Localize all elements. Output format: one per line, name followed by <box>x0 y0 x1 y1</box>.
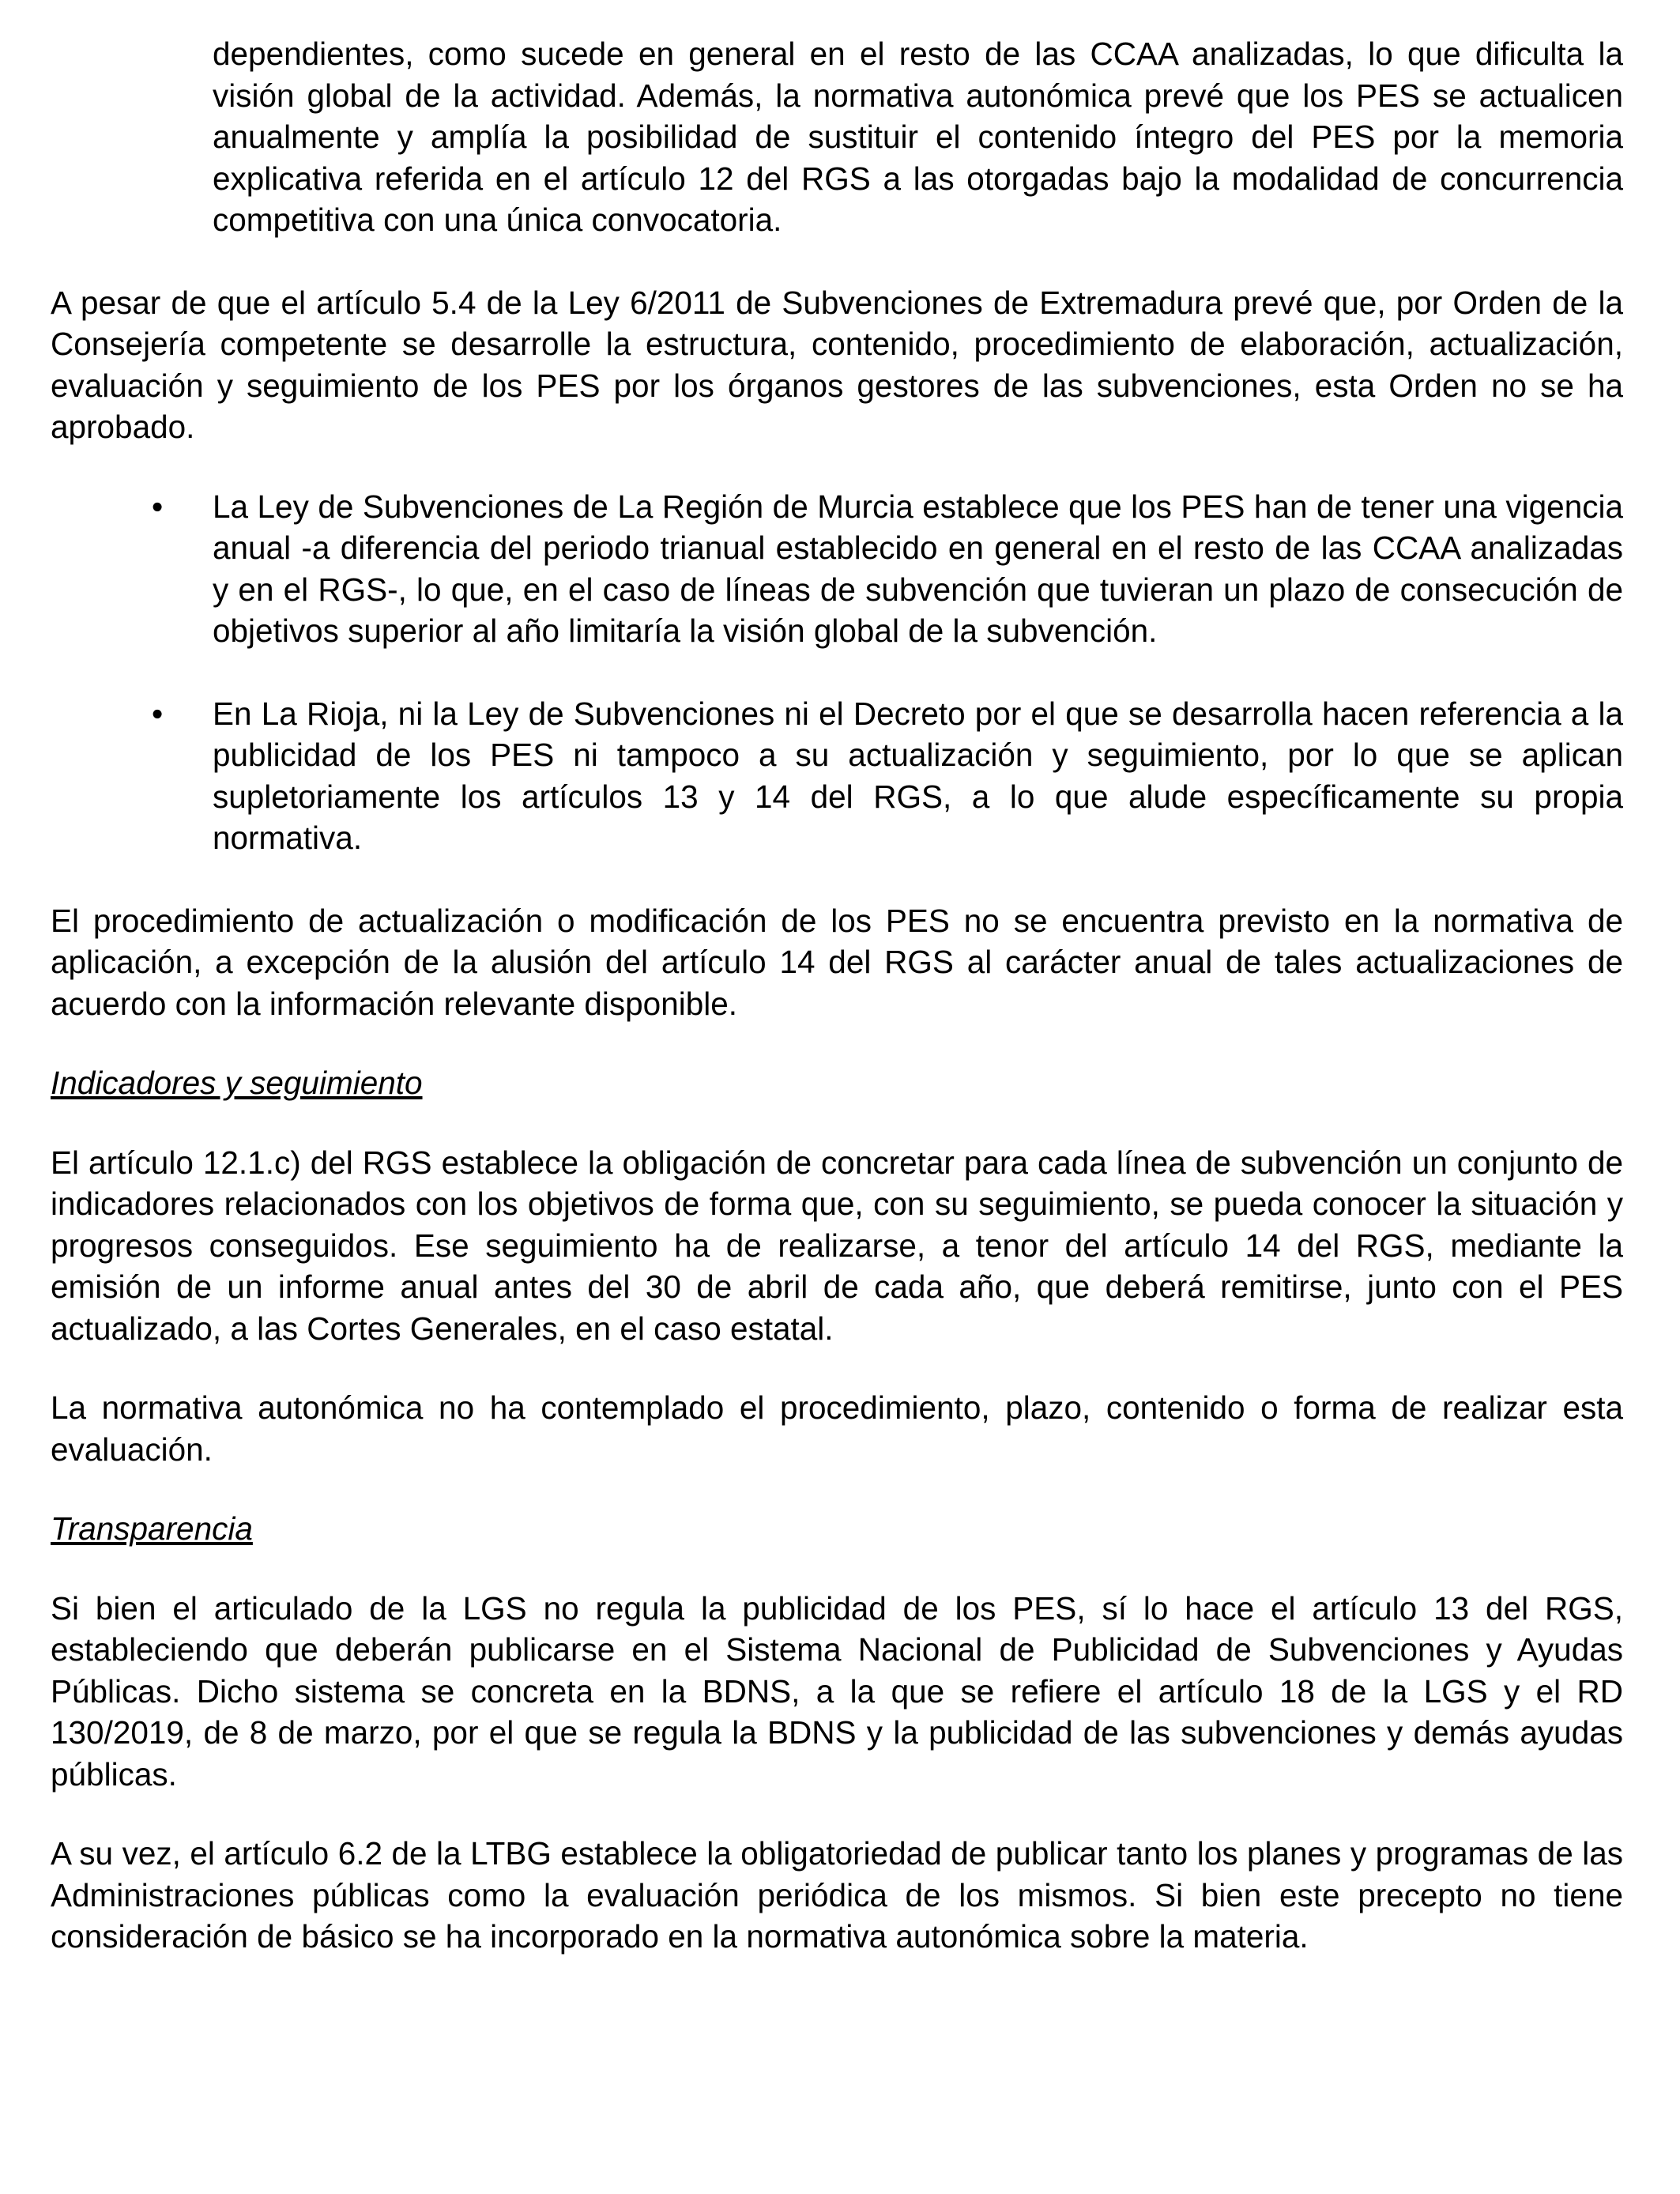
bullet-item-la-rioja <box>51 693 1623 859</box>
paragraph-transparencia: Si bien el articulado de la LGS no regula la publicidad de los PES, sí lo hace el artículo 13 del RGS, estableciendo que deberán publicarse en el Sistema Nacional de Publicidad de Subvenciones y Ayudas Públicas. Dicho sistema se concreta en la BDNS, a la que se refiere el artículo 18 de la LGS y el RD 130/2019, de 8 de marzo, por el que se regula la BDNS y la publicidad de las subvenciones y demás ayudas públicas. <box>51 1589 1623 1793</box>
bullet-icon: • <box>152 695 164 732</box>
bullet-icon: • <box>152 488 164 525</box>
document-page <box>51 33 1623 1996</box>
section-heading-transparencia: Transparencia <box>51 1510 253 1547</box>
bullet-text: En La Rioja, ni la Ley de Subvenciones ni el Decreto por el que se desarrolla hacen referencia a la publicidad de los PES ni tampoco a su actualización y seguimiento, por lo que se aplican supletoriamente los artículos 13 y 14 del RGS, a lo que alude específicamente su propia normativa. <box>213 695 1623 856</box>
paragraph-normativa: La normativa autonómica no ha contemplado el procedimiento, plazo, contenido o forma de realizar esta evaluación. <box>51 1389 1623 1468</box>
section-heading-indicadores: Indicadores y seguimiento <box>51 1065 423 1101</box>
paragraph-indicadores: El artículo 12.1.c) del RGS establece la obligación de concretar para cada línea de subvención un conjunto de indicadores relacionados con los objetivos de forma que, con su seguimiento, se pueda conocer la situación y progresos conseguidos. Ese seguimiento ha de realizarse, a tenor del artículo 14 del RGS, mediante la emisión de un informe anual antes del 30 de abril de cada año, que deberá remitirse, junto con el PES actualizado, a las Cortes Generales, en el caso estatal. <box>51 1144 1623 1347</box>
paragraph-ltbg: A su vez, el artículo 6.2 de la LTBG establece la obligatoriedad de publicar tanto los planes y programas de las Administraciones públicas como la evaluación periódica de los mismos. Si bien este precepto no tiene consideración de básico se ha incorporado en la normativa autonómica sobre la materia. <box>51 1835 1623 1955</box>
continued-paragraph: dependientes, como sucede en general en el resto de las CCAA analizadas, lo que dificulta la visión global de la actividad. Además, la normativa autonómica prevé que los PES se actualicen anualmente y amplía la posibilidad de sustituir el contenido íntegro del PES por la memoria explicativa referida en el artículo 12 del RGS a las otorgadas bajo la modalidad de concurrencia competitiva con una única convocatoria. <box>213 36 1623 238</box>
paragraph-extremadura: A pesar de que el artículo 5.4 de la Ley 6/2011 de Subvenciones de Extremadura prevé que, por Orden de la Consejería competente se desarrolle la estructura, contenido, procedimiento de elaboración, actualización, evaluación y seguimiento de los PES por los órganos gestores de las subvenciones, esta Orden no se ha aprobado. <box>51 284 1623 445</box>
bullet-item-murcia <box>51 486 1623 652</box>
paragraph-procedimiento: El procedimiento de actualización o modificación de los PES no se encuentra previsto en la normativa de aplicación, a excepción de la alusión del artículo 14 del RGS al carácter anual de tales actualizaciones de acuerdo con la información relevante disponible. <box>51 902 1623 1022</box>
bullet-text: La Ley de Subvenciones de La Región de Murcia establece que los PES han de tener una vigencia anual -a diferencia del periodo trianual establecido en general en el resto de las CCAA analizadas y en el RGS-, lo que, en el caso de líneas de subvención que tuvieran un plazo de consecución de objetivos superior al año limitaría la visión global de la subvención. <box>213 488 1623 649</box>
